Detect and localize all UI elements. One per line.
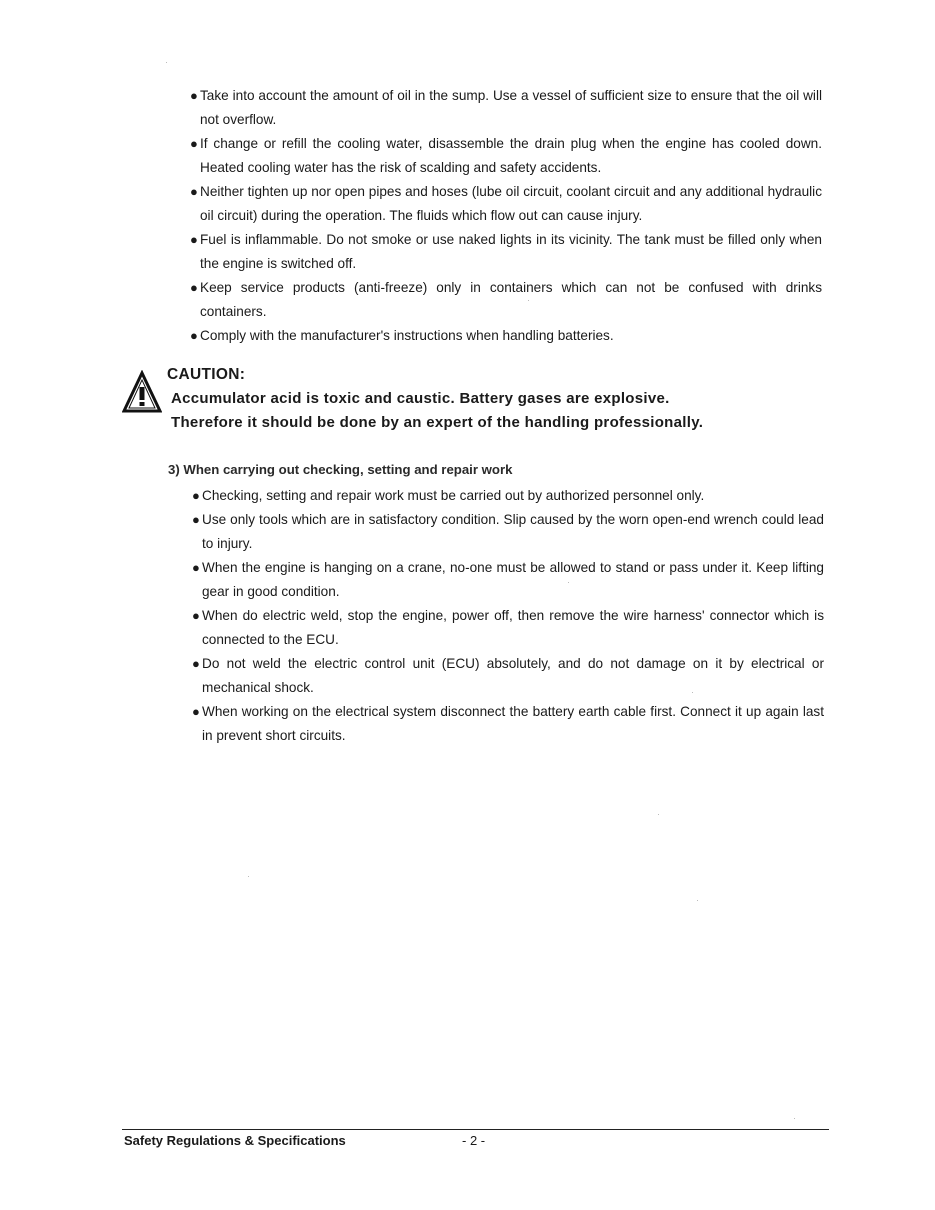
caution-text-line-1: Accumulator acid is toxic and caustic. Battery gases are explosive. xyxy=(171,390,670,407)
list-item: ● Comply with the manufacturer's instructions when handling batteries. xyxy=(190,324,822,348)
warning-triangle-icon xyxy=(122,370,162,414)
footer-divider xyxy=(122,1129,829,1130)
list-item: ● Checking, setting and repair work must be carried out by authorized personnel only. xyxy=(192,484,824,508)
scan-speck xyxy=(248,876,249,877)
bullet-icon: ● xyxy=(192,488,200,503)
top-bullet-list xyxy=(190,84,822,348)
bullet-icon: ● xyxy=(192,512,200,527)
scan-speck xyxy=(794,1118,795,1119)
list-item: ● Fuel is inflammable. Do not smoke or use naked lights in its vicinity. The tank must be filled only when the engine is switched off. xyxy=(190,228,822,276)
section-heading: 3) When carrying out checking, setting and repair work xyxy=(168,462,513,477)
section-bullet-list xyxy=(192,484,824,748)
list-item: ● Take into account the amount of oil in the sump. Use a vessel of sufficient size to ensure that the oil will not overflow. xyxy=(190,84,822,132)
scan-speck xyxy=(658,814,659,815)
list-item: ● If change or refill the cooling water, disassemble the drain plug when the engine has cooled down. Heated cooling water has the risk of scalding and safety accidents. xyxy=(190,132,822,180)
caution-text-line-2: Therefore it should be done by an expert of the handling professionally. xyxy=(171,414,704,431)
list-item: ● Use only tools which are in satisfactory condition. Slip caused by the worn open-end wrench could lead to injury. xyxy=(192,508,824,556)
list-item: ● When working on the electrical system disconnect the battery earth cable first. Connect it up again last in prevent short circuits. xyxy=(192,700,824,748)
bullet-icon: ● xyxy=(190,136,198,151)
bullet-icon: ● xyxy=(190,232,198,247)
page-number: - 2 - xyxy=(462,1133,486,1148)
bullet-icon: ● xyxy=(190,328,198,343)
bullet-icon: ● xyxy=(192,608,200,623)
bullet-icon: ● xyxy=(190,88,198,103)
scan-speck xyxy=(697,900,698,901)
scan-speck xyxy=(692,692,693,693)
list-item: ● Do not weld the electric control unit (ECU) absolutely, and do not damage on it by electrical or mechanical shock. xyxy=(192,652,824,700)
list-item: ● Neither tighten up nor open pipes and hoses (lube oil circuit, coolant circuit and any additional hydraulic oil circuit) during the operation. The fluids which flow out can cause injury. xyxy=(190,180,822,228)
scan-speck xyxy=(568,582,569,583)
bullet-icon: ● xyxy=(190,280,198,295)
scan-speck xyxy=(166,62,167,63)
caution-box xyxy=(122,366,842,436)
bullet-icon: ● xyxy=(192,656,200,671)
list-item: ● When do electric weld, stop the engine, power off, then remove the wire harness' connector which is connected to the ECU. xyxy=(192,604,824,652)
scan-speck xyxy=(528,300,529,301)
list-item: ● Keep service products (anti-freeze) only in containers which can not be confused with drinks containers. xyxy=(190,276,822,324)
caution-title: CAUTION: xyxy=(167,366,246,383)
bullet-icon: ● xyxy=(192,560,200,575)
bullet-icon: ● xyxy=(190,184,198,199)
bullet-icon: ● xyxy=(192,704,200,719)
list-item: ● When the engine is hanging on a crane, no-one must be allowed to stand or pass under it. Keep lifting gear in good condition. xyxy=(192,556,824,604)
footer-title: Safety Regulations & Specifications xyxy=(124,1133,346,1148)
